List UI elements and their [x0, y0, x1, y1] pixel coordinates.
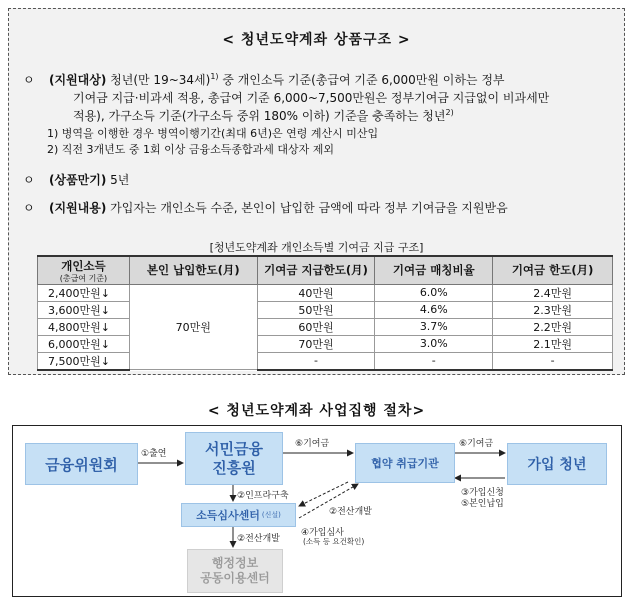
- edge-label-it-dev-admin: ②전산개발: [237, 534, 280, 544]
- cell-income: 4,800만원↓: [38, 318, 130, 335]
- header-income: 개인소득 (총급여 기준): [38, 256, 130, 284]
- target-line3: [73, 107, 454, 125]
- cell-income: 7,500만원↓: [38, 352, 130, 370]
- cell-contrib: 2.4만원: [493, 284, 613, 301]
- edge-label-review-sub: (소득 등 요건확인): [303, 537, 365, 546]
- target-line2: 기여금 지급·비과세 적용, 총급여 기준 6,000~7,500만원은 정부기여금 지급없이 비과세만: [73, 91, 550, 105]
- cell-income: 6,000만원↓: [38, 335, 130, 352]
- node-income-center-sub: (신설): [261, 511, 281, 519]
- flow-diagram: [12, 425, 622, 597]
- cell-income: 2,400만원↓: [38, 284, 130, 301]
- footnote-2-marker: 2): [445, 108, 454, 117]
- cell-contrib: -: [493, 352, 613, 370]
- target-line1-a: 청년(만 19~34세): [106, 73, 211, 87]
- flow-title: < 청년도약계좌 사업집행 절차>: [207, 403, 426, 419]
- edge-label-grant-kinfa: ⑥기여금: [295, 439, 330, 449]
- cell-paid-limit: 50만원: [257, 301, 375, 318]
- cell-contrib: 2.3만원: [493, 301, 613, 318]
- header-contrib-limit: 기여금 한도(月): [493, 256, 613, 284]
- header-match-rate: 기여금 매칭비율: [375, 256, 493, 284]
- table-row: [38, 318, 613, 335]
- table-row: [38, 352, 613, 370]
- target-line1-b: 중 개인소득 기준(총급여 기준 6,000만원 이하는 정부: [218, 73, 505, 87]
- edge-label-grant-bank: ⑥기여금: [459, 439, 494, 449]
- product-structure-title: < 청년도약계좌 상품구조 >: [222, 32, 411, 48]
- cell-rate: 3.0%: [375, 335, 493, 352]
- edge-label-apply: ③가입신청: [461, 488, 504, 498]
- node-youth: 가입 청년: [507, 443, 607, 485]
- edge-label-infra: ②인프라구축: [237, 491, 289, 501]
- edge-label-self-deposit: ⑤본인납입: [461, 499, 504, 509]
- bullet-icon: ㅇ: [23, 201, 35, 215]
- arrow-bank-to-income-center: [299, 482, 348, 506]
- edge-label-contribution: ①출연: [141, 449, 167, 459]
- maturity-value: 5년: [106, 173, 130, 187]
- header-income-sub: (총급여 기준): [59, 273, 108, 283]
- cell-income: 3,600만원↓: [38, 301, 130, 318]
- node-admin-center: [187, 549, 283, 593]
- target-line3-text: 적용), 가구소득 기준(가구소득 중위 180% 이하) 기준을 충족하는 청년: [73, 109, 446, 123]
- cell-rate: 6.0%: [375, 284, 493, 301]
- cell-paid-limit: -: [257, 352, 375, 370]
- table-caption: [청년도약계좌 개인소득별 기여금 지급 구조]: [209, 241, 424, 254]
- footnote-1: 1) 병역을 이행한 경우 병역이행기간(최대 6년)은 연령 계산시 미산입: [47, 127, 379, 140]
- support-label: (지원내용): [49, 201, 107, 215]
- node-admin-line1: 행정정보: [211, 556, 259, 570]
- maturity-label: (상품만기): [49, 173, 107, 187]
- header-own-limit: 본인 납입한도(月): [129, 256, 257, 284]
- table-row: [38, 335, 613, 352]
- edge-label-it-dev-bank: ②전산개발: [329, 507, 372, 517]
- node-kinfa-line2: 진흥원: [212, 458, 256, 477]
- edge-label-review: ④가입심사: [301, 528, 344, 538]
- cell-own-limit: 70만원: [129, 284, 257, 370]
- target-label: (지원대상): [49, 73, 107, 87]
- cell-paid-limit: 60만원: [257, 318, 375, 335]
- cell-paid-limit: 70만원: [257, 335, 375, 352]
- node-income-center: [181, 503, 296, 527]
- node-kinfa-line1: 서민금융: [205, 439, 263, 458]
- node-bank: 협약 취급기관: [355, 443, 455, 483]
- contribution-table: [37, 255, 613, 371]
- cell-contrib: 2.2만원: [493, 318, 613, 335]
- footnote-1-marker: 1): [210, 72, 219, 81]
- table-row: [38, 284, 613, 301]
- node-kinfa: [185, 432, 283, 485]
- cell-contrib: 2.1만원: [493, 335, 613, 352]
- node-fsc: 금융위원회: [25, 443, 138, 485]
- support-value: 가입자는 개인소득 수준, 본인이 납입한 금액에 따라 정부 기여금을 지원받음: [106, 201, 508, 215]
- cell-paid-limit: 40만원: [257, 284, 375, 301]
- product-structure-box: [8, 8, 625, 375]
- node-admin-line2: 공동이용센터: [200, 571, 270, 585]
- header-paid-limit: 기여금 지급한도(月): [257, 256, 375, 284]
- node-income-center-label: 소득심사센터: [196, 509, 260, 522]
- bullet-icon: ㅇ: [23, 173, 35, 187]
- cell-rate: -: [375, 352, 493, 370]
- table-row: [38, 301, 613, 318]
- cell-rate: 4.6%: [375, 301, 493, 318]
- footnote-2: 2) 직전 3개년도 중 1회 이상 금융소득종합과세 대상자 제외: [47, 143, 335, 156]
- table-header-row: [38, 256, 613, 284]
- bullet-icon: ㅇ: [23, 73, 35, 87]
- cell-rate: 3.7%: [375, 318, 493, 335]
